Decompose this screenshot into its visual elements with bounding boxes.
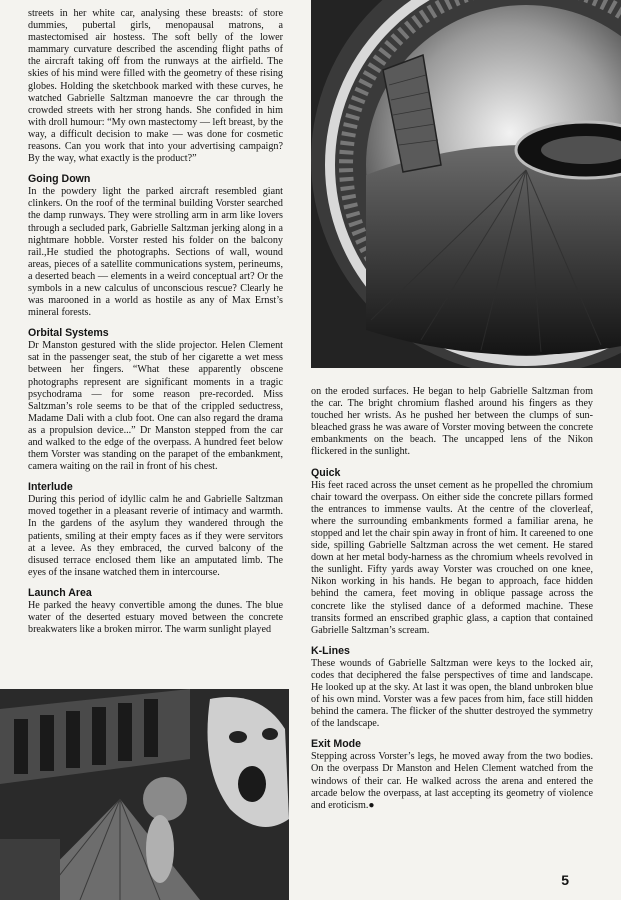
- section-heading-k-lines: K-Lines: [311, 644, 350, 657]
- section-heading-launch-area: Launch Area: [28, 586, 92, 599]
- hubcap-photo-drawing: [311, 0, 621, 368]
- section-body-exit-mode: Stepping across Vorster’s legs, he moved away from the two bodies. On the overpass Dr Manston and Helen Clement watched from the windows of their car. He walked across the arena and entered the arcade below the overpass, at last accepting its geometry of violence and eroticism.●: [311, 751, 593, 811]
- section-body-orbital-systems: Dr Manston gestured with the slide projector. Helen Clement sat in the passenger seat, the stub of her cigarette a wet mess between her fingers. “What these apparently obscene photographs represent are significant moments in a tragic psychodrama — for some reason pre-recorded. Miss Saltzman’s role seems to be that of the crippled seductress, Madame Dali with a club foot. One can also regard the drama as a propulsion device...” Dr Manston stepped from the car and walked to the edge of the overpass. A hundred feet below them Vorster was standing on the parapet of the embankment, camera waiting on the rail in front of his chest.: [28, 340, 283, 473]
- right-intro-paragraph: on the eroded surfaces. He began to help Gabrielle Saltzman from the car. The bright chromium flashed around his fingers as they touched her wrists. As he pushed her between the clumps of sun-bleached grass he was aware of Vorster moving between the concrete embankments on the beach. The uncapped lens of the Nikon flickered in the sunlight.: [311, 386, 593, 458]
- section-heading-quick: Quick: [311, 466, 341, 479]
- section-heading-exit-mode: Exit Mode: [311, 738, 362, 751]
- page-number: 5: [561, 872, 569, 888]
- surreal-collage-photo: [0, 689, 289, 900]
- left-intro-paragraph: streets in her white car, analysing these breasts: of store dummies, pubertal girls, menopausal matrons, a mastectomised air hostess. The soft belly of the lower mammary curvature described the ascending flight paths of the aircraft taking off from the runways at the airfield. The skies of his mind were filled with the geometry of these rising globes. Holding the sketchbook marked with these curves, he watched Gabrielle Saltzman manoevre the car through the crowded streets with her strong hands. She confided in him with droll humour: “My own mastectomy — left breast, by the way, a difficult decision to make — was done for cosmetic reasons. Can you work that into your advertising campaign? By the way, what exactly is the product?”: [28, 8, 283, 165]
- section-body-launch-area: He parked the heavy convertible among the dunes. The blue water of the deserted estuary moved between the concrete breakwaters like a broken mirror. The warm sunlight played: [28, 599, 283, 636]
- section-body-interlude: During this period of idyllic calm he and Gabrielle Saltzman moved together in a pleasant reverie of intimacy and warmth. In the gardens of the asylum they wandered through the patients, smiling at their empty faces as if they were servitors at a levee. As they embraced, the curved balcony of the disused terrace enclosed them like an amputated limb. The eyes of the insane watched them in intercourse.: [28, 494, 283, 578]
- section-heading-orbital-systems: Orbital Systems: [28, 327, 109, 340]
- hubcap-reflection-photo: [311, 0, 621, 368]
- section-body-quick: His feet raced across the unset cement as he propelled the chromium chair toward the overpass. On either side the concrete pillars formed the entrances to immense vaults. At the centre of the cloverleaf, where the surrounding embankments formed a familiar arena, he stopped and let the chair spin away in front of him. It careened to one side, spilling Gabrielle Saltzman across the wet cement. He stared down at her metal body-harness as the chromium wheels revolved in the sunlight. Fifty yards away Vorster was crouched on one knee, Nikon working in his hands. He began to approach, face hidden behind the camera, feet moving in oblique passage across the concrete like the stylised dance of a deformed machine. These transits formed an enscribed graphic glass, a caption that contained Gabrielle Saltzman’s scream.: [311, 479, 593, 636]
- section-heading-going-down: Going Down: [28, 173, 91, 186]
- collage-photo-drawing: [0, 689, 289, 900]
- right-text-column: [311, 386, 593, 812]
- section-heading-interlude: Interlude: [28, 481, 73, 494]
- left-text-column: [28, 8, 283, 636]
- section-body-going-down: In the powdery light the parked aircraft resembled giant clinkers. On the roof of the terminal building Vorster searched the damp runways. They were strolling arm in arm like lovers through a secluded park, Gabrielle Saltzman jerking along in a nightmare hobble. Vorster rested his folder on the balcony rail.,He studied the photographs. Sections of wall, wound areas, pieces of a satellite communications system, perineums, a deserted beach — elements in a weird conceptual art? Or the symbols in a new calculus of unconscious rescue? Clearly he was marooned in a world as hostile as any of Max Ernst’s mineral forests.: [28, 186, 283, 319]
- section-body-k-lines: These wounds of Gabrielle Saltzman were keys to the locked air, codes that deciphered the false perspectives of time and landscape. He looked up at the sky. At last it was open, the bland unbroken blue of his own mind. Vorster was a few paces from him, face still hidden behind the camera. The flicker of the shutter destroyed the symmetry of the landscape.: [311, 657, 593, 730]
